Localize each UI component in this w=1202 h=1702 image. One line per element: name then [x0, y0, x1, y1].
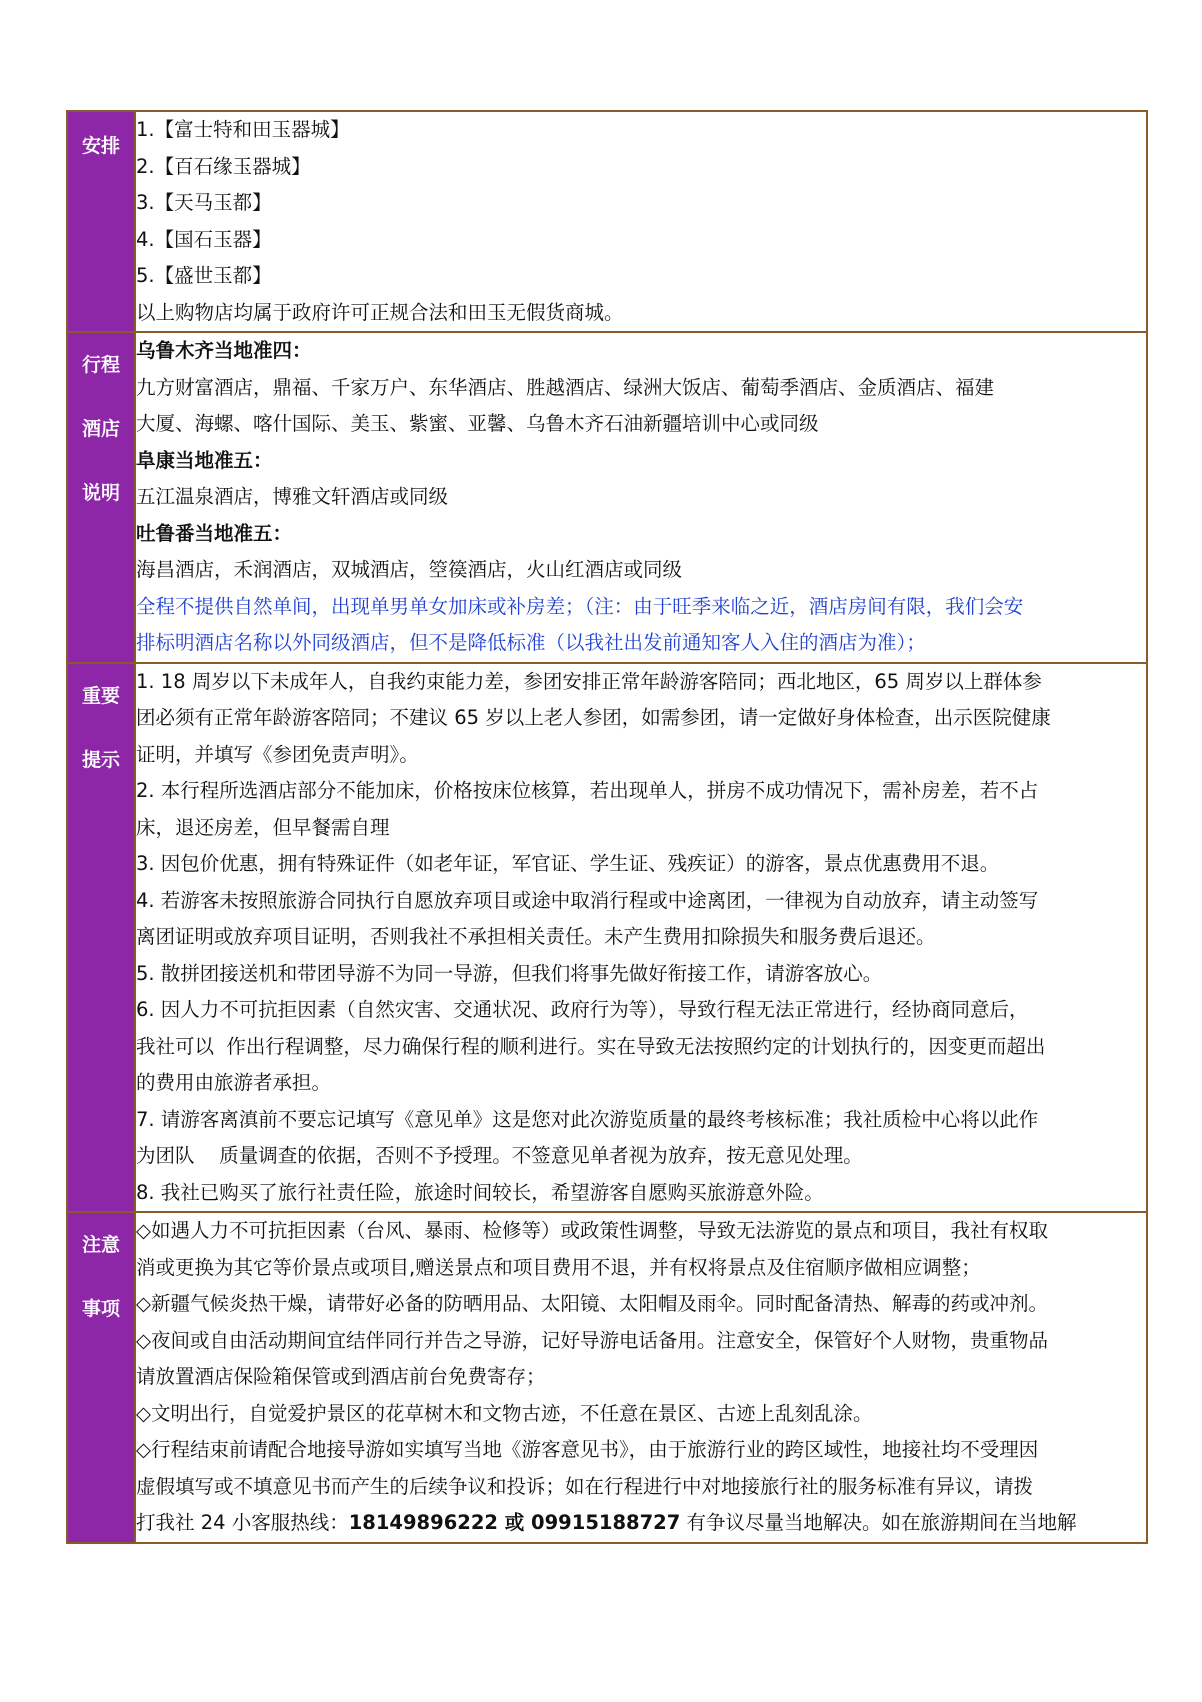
- shopping-header: [67, 111, 135, 332]
- tip-line: 3. 因包价优惠，拥有特殊证件（如老年证，军官证、学生证、残疾证）的游客，景点优惠费用不退。: [136, 852, 1000, 875]
- shopping-content: [135, 111, 1147, 332]
- tips-row: [67, 663, 1147, 1213]
- hotline-suffix: 有争议尽量当地解决。如在旅游期间在当地解: [680, 1511, 1077, 1534]
- hotel-list: 大厦、海螺、喀什国际、美玉、紫蜜、亚馨、乌鲁木齐石油新疆培训中心或同级: [136, 412, 819, 435]
- shopping-row: [67, 111, 1147, 332]
- hotel-city-heading: 阜康当地准五：: [136, 448, 273, 472]
- tip-line: 5. 散拼团接送机和带团导游不为同一导游，但我们将事先做好衔接工作，请游客放心。: [136, 961, 883, 985]
- tip-line: 团必须有正常年龄游客陪同；不建议 65 岁以上老人参团，如需参团，请一定做好身体检查，出示医院健康: [136, 706, 1051, 729]
- shopping-note: 以上购物店均属于政府许可正规合法和田玉无假货商城。: [136, 300, 624, 324]
- itinerary-notes-table: [66, 110, 1148, 1544]
- tip-line: 我社可以 作出行程调整，尽力确保行程的顺利进行。实在导致无法按照约定的计划执行的，因变更而超出: [136, 1034, 1046, 1058]
- hotel-list: 五江温泉酒店，博雅文轩酒店或同级: [136, 485, 449, 508]
- tip-line: 4. 若游客未按照旅游合同执行自愿放弃项目或途中取消行程或中途离团，一律视为自动放弃，请主动签写: [136, 888, 1039, 912]
- hotel-notice: 全程不提供自然单间，出现单男单女加床或补房差；（注：由于旺季来临之近，酒店房间有限，我们会安: [136, 594, 1024, 618]
- shopping-item: 1.【富士特和田玉器城】: [136, 118, 350, 141]
- note-line: ◇行程结束前请配合地接导游如实填写当地《游客意见书》，由于旅游行业的跨区域性，地接社均不受理因: [136, 1438, 1039, 1461]
- hotel-header-label: 酒店: [81, 418, 120, 440]
- tips-header-label: 提示: [81, 748, 120, 771]
- hotel-row: [67, 332, 1147, 663]
- note-line: 请放置酒店保险箱保管或到酒店前台免费寄存；: [136, 1365, 546, 1388]
- hotel-header-label: 说明: [81, 482, 120, 504]
- tip-line: 7. 请游客离滇前不要忘记填写《意见单》这是您对此次游览质量的最终考核标准；我社质检中心将以此作: [136, 1107, 1039, 1131]
- hotel-list: 九方财富酒店，鼎福、千家万户、东华酒店、胜越酒店、绿洲大饭店、葡萄季酒店、金质酒店、福建: [136, 375, 995, 399]
- notes-row: [67, 1212, 1147, 1543]
- tip-line: 的费用由旅游者承担。: [136, 1071, 332, 1094]
- tips-header-label: 重要: [81, 684, 120, 707]
- tip-line: 2. 本行程所选酒店部分不能加床，价格按床位核算，若出现单人，拼房不成功情况下，需补房差，若不占: [136, 779, 1039, 802]
- note-line: 虚假填写或不填意见书而产生的后续争议和投诉；如在行程进行中对地接旅行社的服务标准有异议，请拨: [136, 1474, 1034, 1498]
- hotel-notice: 排标明酒店名称以外同级酒店，但不是降低标准（以我社出发前通知客人入住的酒店为准）；: [136, 631, 926, 654]
- tip-line: 1. 18 周岁以下未成年人，自我约束能力差，参团安排正常年龄游客陪同；西北地区，65 周岁以上群体参: [136, 669, 1042, 693]
- tip-line: 为团队 质量调查的依据，否则不予授理。不签意见单者视为放弃，按无意见处理。: [136, 1144, 863, 1167]
- tip-line: 床，退还房差，但早餐需自理: [136, 815, 390, 839]
- note-line-hotline: [136, 1505, 1146, 1542]
- shopping-item: 4.【国石玉器】: [136, 227, 272, 251]
- tip-line: 离团证明或放弃项目证明，否则我社不承担相关责任。未产生费用扣除损失和服务费后退还。: [136, 925, 936, 948]
- tip-line: 证明，并填写《参团免责声明》。: [136, 742, 419, 766]
- hotline-prefix: 打我社 24 小客服热线：: [136, 1511, 349, 1534]
- note-line: ◇文明出行，自觉爱护景区的花草树木和文物古迹，不任意在景区、古迹上乱刻乱涂。: [136, 1401, 873, 1425]
- hotel-header: [67, 332, 135, 663]
- note-line: ◇夜间或自由活动期间宜结伴同行并告之导游，记好导游电话备用。注意安全，保管好个人财物，贵重物品: [136, 1328, 1048, 1352]
- tips-header: [67, 663, 135, 1213]
- hotel-list: 海昌酒店，禾润酒店，双城酒店，箜篌酒店，火山红酒店或同级: [136, 558, 683, 581]
- shopping-header-label: 安排: [81, 135, 120, 157]
- note-line: ◇如遇人力不可抗拒因素（台风、暴雨、检修等）或政策性调整，导致无法游览的景点和项目，我社有权取: [136, 1219, 1048, 1242]
- shopping-item: 2.【百石缘玉器城】: [136, 154, 311, 178]
- hotel-city-heading: 乌鲁木齐当地准四：: [136, 339, 312, 362]
- hotel-header-label: 行程: [81, 354, 120, 376]
- hotel-city-heading: 吐鲁番当地准五：: [136, 521, 293, 545]
- shopping-item: 3.【天马玉都】: [136, 191, 272, 214]
- note-line: 消或更换为其它等价景点或项目,赠送景点和项目费用不退，并有权将景点及住宿顺序做相应调整；: [136, 1255, 981, 1279]
- notes-header: [67, 1212, 135, 1543]
- notes-content: [135, 1212, 1147, 1543]
- hotel-content: [135, 332, 1147, 663]
- tip-line: 6. 因人力不可抗拒因素（自然灾害、交通状况、政府行为等），导致行程无法正常进行，经协商同意后，: [136, 998, 1029, 1021]
- tips-content: [135, 663, 1147, 1213]
- tip-line: 8. 我社已购买了旅行社责任险，旅途时间较长，希望游客自愿购买旅游意外险。: [136, 1180, 824, 1204]
- notes-header-label: 事项: [81, 1298, 120, 1320]
- note-line: ◇新疆气候炎热干燥，请带好必备的防晒用品、太阳镜、太阳帽及雨伞。同时配备清热、解毒的药或冲剂。: [136, 1292, 1048, 1315]
- hotline-numbers: 18149896222 或 09915188727: [348, 1511, 681, 1534]
- shopping-item: 5.【盛世玉都】: [136, 264, 272, 287]
- notes-header-label: 注意: [81, 1234, 120, 1256]
